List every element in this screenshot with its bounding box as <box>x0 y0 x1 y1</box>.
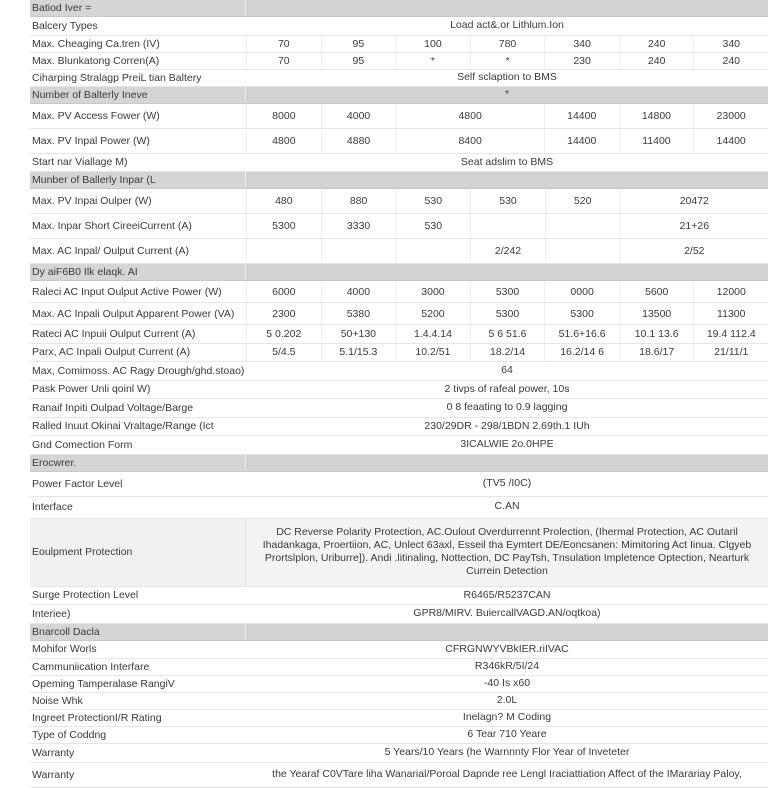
row-label: Ciharping Stralagp PreiL tian Baltery <box>32 71 202 84</box>
cell: 240 <box>693 53 768 69</box>
cell: 18.6/17 <box>619 344 694 362</box>
row-label: Pask Power Unli qoinl W) <box>32 383 151 396</box>
section-title: Erocwrer. <box>30 455 246 471</box>
section-header-battery-input <box>30 87 768 104</box>
table-row <box>30 129 768 154</box>
cell: 16.2/14 6 <box>544 344 619 362</box>
cell: 240 <box>619 53 694 69</box>
section-header-general-data <box>30 624 768 641</box>
cell: 4000 <box>321 281 396 302</box>
cell: 5.1/15.3 <box>321 344 396 362</box>
cell: 50+130 <box>321 325 396 343</box>
section-title: Munber of Ballerly Inpar (L <box>30 172 246 188</box>
cell: 340 <box>693 36 768 52</box>
table-row <box>30 472 768 497</box>
table-row <box>30 641 768 660</box>
table-row <box>30 53 768 70</box>
row-label: Ralled Inuut Okinai Vraltage/Range (Ict <box>32 420 214 433</box>
cell: 95 <box>321 36 396 52</box>
table-row <box>30 587 768 606</box>
table-row <box>30 281 768 303</box>
table-row <box>30 70 768 87</box>
section-title: Bnarcoll Dacla <box>30 624 246 640</box>
cell <box>246 239 321 263</box>
row-label: Max, Comimoss. AC Ragy Drough/ghd.stoao) <box>32 364 245 377</box>
table-row <box>30 362 768 381</box>
cell-span: DC Reverse Polarity Protection, AC.Oulout Overdurrennt Prolection, (Ihermal Protection, AC Outaril Ihadankaga, Proertiion, AC, Unlect 63axl, Esseil tha Eymtert DE/Eoncsanen: Mimitoring Act Iinua. Clgyeb Prortslplon, Uriburre]). Andi .litinaling, Nottection, DC PayTsh, Tnsulation Impletence Optection, Nearturk Currein Detection <box>262 525 752 578</box>
cell: 530 <box>395 214 470 238</box>
cell: 5300 <box>470 281 545 302</box>
cell: 4000 <box>321 104 396 128</box>
cell-span: R6465/R5237CAN <box>463 588 551 601</box>
cell-span: -40 Is x60 <box>483 677 531 690</box>
section-title: Number of Balterly Ineve <box>30 87 246 103</box>
table-row <box>30 189 768 214</box>
cell: 5 0.202 <box>246 325 321 343</box>
cell-span: (TV5 /I0C) <box>482 476 532 489</box>
cell-span: R346kR/5I/24 <box>474 660 540 673</box>
cell: 230 <box>544 53 619 69</box>
cell: 13500 <box>619 303 694 324</box>
cell: 5300 <box>246 214 321 238</box>
table-row <box>30 676 768 693</box>
table-row <box>30 436 768 455</box>
cell: 70 <box>246 53 321 69</box>
row-label: Noise Whk <box>32 695 83 707</box>
row-label: Interface <box>32 501 73 513</box>
table-row <box>30 497 768 519</box>
cell: 10.1 13.6 <box>619 325 694 343</box>
cell: 10.2/51 <box>395 344 470 362</box>
table-row <box>30 744 768 763</box>
table-row <box>30 154 768 173</box>
cell-span: Seat adslim to BMS <box>460 155 554 168</box>
row-label: Parx, AC Inpali Oulput Current (A) <box>32 346 191 359</box>
cell: 2/52 <box>620 239 768 263</box>
table-row <box>30 381 768 400</box>
cell: 480 <box>246 189 321 213</box>
cell-span: 2 tivps of rafeal power, 10s <box>444 382 570 395</box>
cell: 6000 <box>246 281 321 302</box>
row-label: Start nar Viallage M) <box>32 156 128 169</box>
cell: 5600 <box>619 281 694 302</box>
cell: 11400 <box>619 129 694 153</box>
cell-span: C.AN <box>494 500 520 513</box>
cell: 5 6 51.6 <box>470 325 545 343</box>
row-label: Type of Coddng <box>32 729 107 741</box>
cell: 240 <box>619 36 694 52</box>
table-row <box>30 727 768 744</box>
row-label: Max. Cheaging Ca.tren (IV) <box>32 37 160 50</box>
row-label: Max. Inpar Short CireeiCurrent (A) <box>32 220 192 232</box>
cell: 11300 <box>693 303 768 324</box>
table-row <box>30 344 768 363</box>
cell-span: CFRGNWYVBkIER.riIVAC <box>445 642 569 655</box>
cell: 4800 <box>395 104 543 128</box>
cell: 21/11/1 <box>693 344 768 362</box>
cell: 100 <box>395 36 470 52</box>
cell: 18.2/14 <box>470 344 545 362</box>
cell: 20472 <box>620 189 768 213</box>
cell: 5200 <box>395 303 470 324</box>
row-label: Surge Protection Level <box>32 589 139 602</box>
cell: 2300 <box>246 303 321 324</box>
row-label: Max. PV Inpal Power (W) <box>32 134 150 147</box>
cell: 21+26 <box>620 214 768 238</box>
cell <box>321 239 396 263</box>
cell: 8000 <box>246 104 321 128</box>
table-row <box>30 325 768 344</box>
cell-span: 230/29DR - 298/1BDN 2.69th.1 IUh <box>424 419 590 432</box>
cell: 520 <box>545 189 620 213</box>
cell-span: Self sclaption to BMS <box>457 70 557 83</box>
cell <box>470 214 545 238</box>
row-label: Gnd Comection Form <box>32 438 133 451</box>
row-label: Warranty <box>32 746 75 759</box>
cell: 5300 <box>544 303 619 324</box>
cell-span: Load act&.or Lithlum.Ion <box>450 19 564 32</box>
section-title: Dy aiF6B0 Ilk elaqk. AI <box>30 264 246 280</box>
row-label: Eoulpment Protection <box>30 519 246 586</box>
cell: 880 <box>321 189 396 213</box>
cell: 14400 <box>544 104 619 128</box>
cell: 14400 <box>693 129 768 153</box>
row-label: Max. PV Inpai Oulper (W) <box>32 195 152 207</box>
row-label: Balcery Types <box>32 19 98 32</box>
cell: 8400 <box>395 129 543 153</box>
section-header-ac <box>30 264 768 281</box>
cell: 3330 <box>321 214 396 238</box>
cell-span: the Yearaf C0VTare liha Wanarial/Poroal Dapnde ree Lengl Iraciattiation Affect of the IMarariay Paloy, <box>272 767 742 780</box>
section-header-battery <box>30 0 768 17</box>
cell-span: 6 Tear 710 Yeare <box>467 728 547 741</box>
row-label: Max. PV Access Fower (W) <box>32 109 160 122</box>
cell: 780 <box>470 36 545 52</box>
table-row <box>30 418 768 437</box>
section-value: * <box>504 87 510 100</box>
table-row <box>30 303 768 325</box>
cell: 5/4.5 <box>246 344 321 362</box>
row-label: Max. Blunkatong Corren(A) <box>32 54 160 67</box>
row-label: Rateci AC Inpuii Oulput Current (A) <box>32 327 196 340</box>
cell-span: 3ICALWIE 2o.0HPE <box>460 438 554 451</box>
cell: 5300 <box>470 303 545 324</box>
table-row <box>30 763 768 788</box>
cell-span: 5 Years/10 Years (he Warnnnty Flor Year of Inveteter <box>384 746 630 759</box>
table-row <box>30 399 768 418</box>
table-row <box>30 17 768 36</box>
cell: 51.6+16.6 <box>544 325 619 343</box>
cell: 14800 <box>619 104 694 128</box>
table-row <box>30 214 768 239</box>
cell: 12000 <box>693 281 768 302</box>
spec-table <box>30 0 768 788</box>
cell-span: 2.0L <box>496 694 518 707</box>
row-label: Warranty <box>32 768 75 781</box>
section-title: Batiod Iver = <box>30 0 246 16</box>
row-label: Power Factor Level <box>32 477 123 490</box>
cell: 530 <box>470 189 545 213</box>
cell-span: Inelagn? M Coding <box>462 711 552 724</box>
cell: 23000 <box>693 104 768 128</box>
row-label: Interiee) <box>32 607 71 620</box>
row-label: Opeming Tamperalase RangiV <box>32 678 175 690</box>
cell: 1.4.4.14 <box>395 325 470 343</box>
table-row <box>30 36 768 53</box>
cell: 70 <box>246 36 321 52</box>
row-label: Ranaif Inpiti Oulpad Voltage/Barge <box>32 401 194 414</box>
table-row <box>30 239 768 264</box>
cell: 5380 <box>321 303 396 324</box>
cell: 19.4 112.4 <box>693 325 768 343</box>
cell: 4800 <box>246 129 321 153</box>
row-label: Ingreet ProtectionI/R Rating <box>32 712 162 724</box>
table-row <box>30 104 768 129</box>
table-row <box>30 693 768 710</box>
row-label: Raleci AC Input Oulput Active Power (W) <box>32 285 222 298</box>
row-label: Max. AC Inpal/ Oulput Current (A) <box>32 245 189 257</box>
table-row <box>30 659 768 676</box>
cell <box>545 239 620 263</box>
section-header-protection <box>30 455 768 472</box>
cell: 3000 <box>395 281 470 302</box>
cell <box>395 239 470 263</box>
row-label: Mohifor Worls <box>32 643 97 656</box>
cell-span: 0 8 feaating to 0.9 lagging <box>446 401 568 414</box>
row-label: Cammuniication Interfare <box>32 661 150 673</box>
table-row <box>30 519 768 587</box>
cell: 340 <box>544 36 619 52</box>
cell: 95 <box>321 53 396 69</box>
cell: 4880 <box>321 129 396 153</box>
cell-span: 64 <box>501 364 513 377</box>
cell: 14400 <box>544 129 619 153</box>
table-row <box>30 605 768 624</box>
cell: * <box>470 53 545 69</box>
cell: 2/242 <box>470 239 545 263</box>
section-header-pv-input <box>30 172 768 189</box>
row-label: Max. AC Inpali Oulput Apparent Power (VA) <box>32 307 235 320</box>
cell <box>545 214 620 238</box>
table-row <box>30 710 768 727</box>
cell: 0000 <box>544 281 619 302</box>
cell: 530 <box>395 189 470 213</box>
cell-span: GPR8/MIRV. BuiercallVAGD.AN/oqtkoa) <box>413 607 601 620</box>
cell: * <box>395 53 470 69</box>
